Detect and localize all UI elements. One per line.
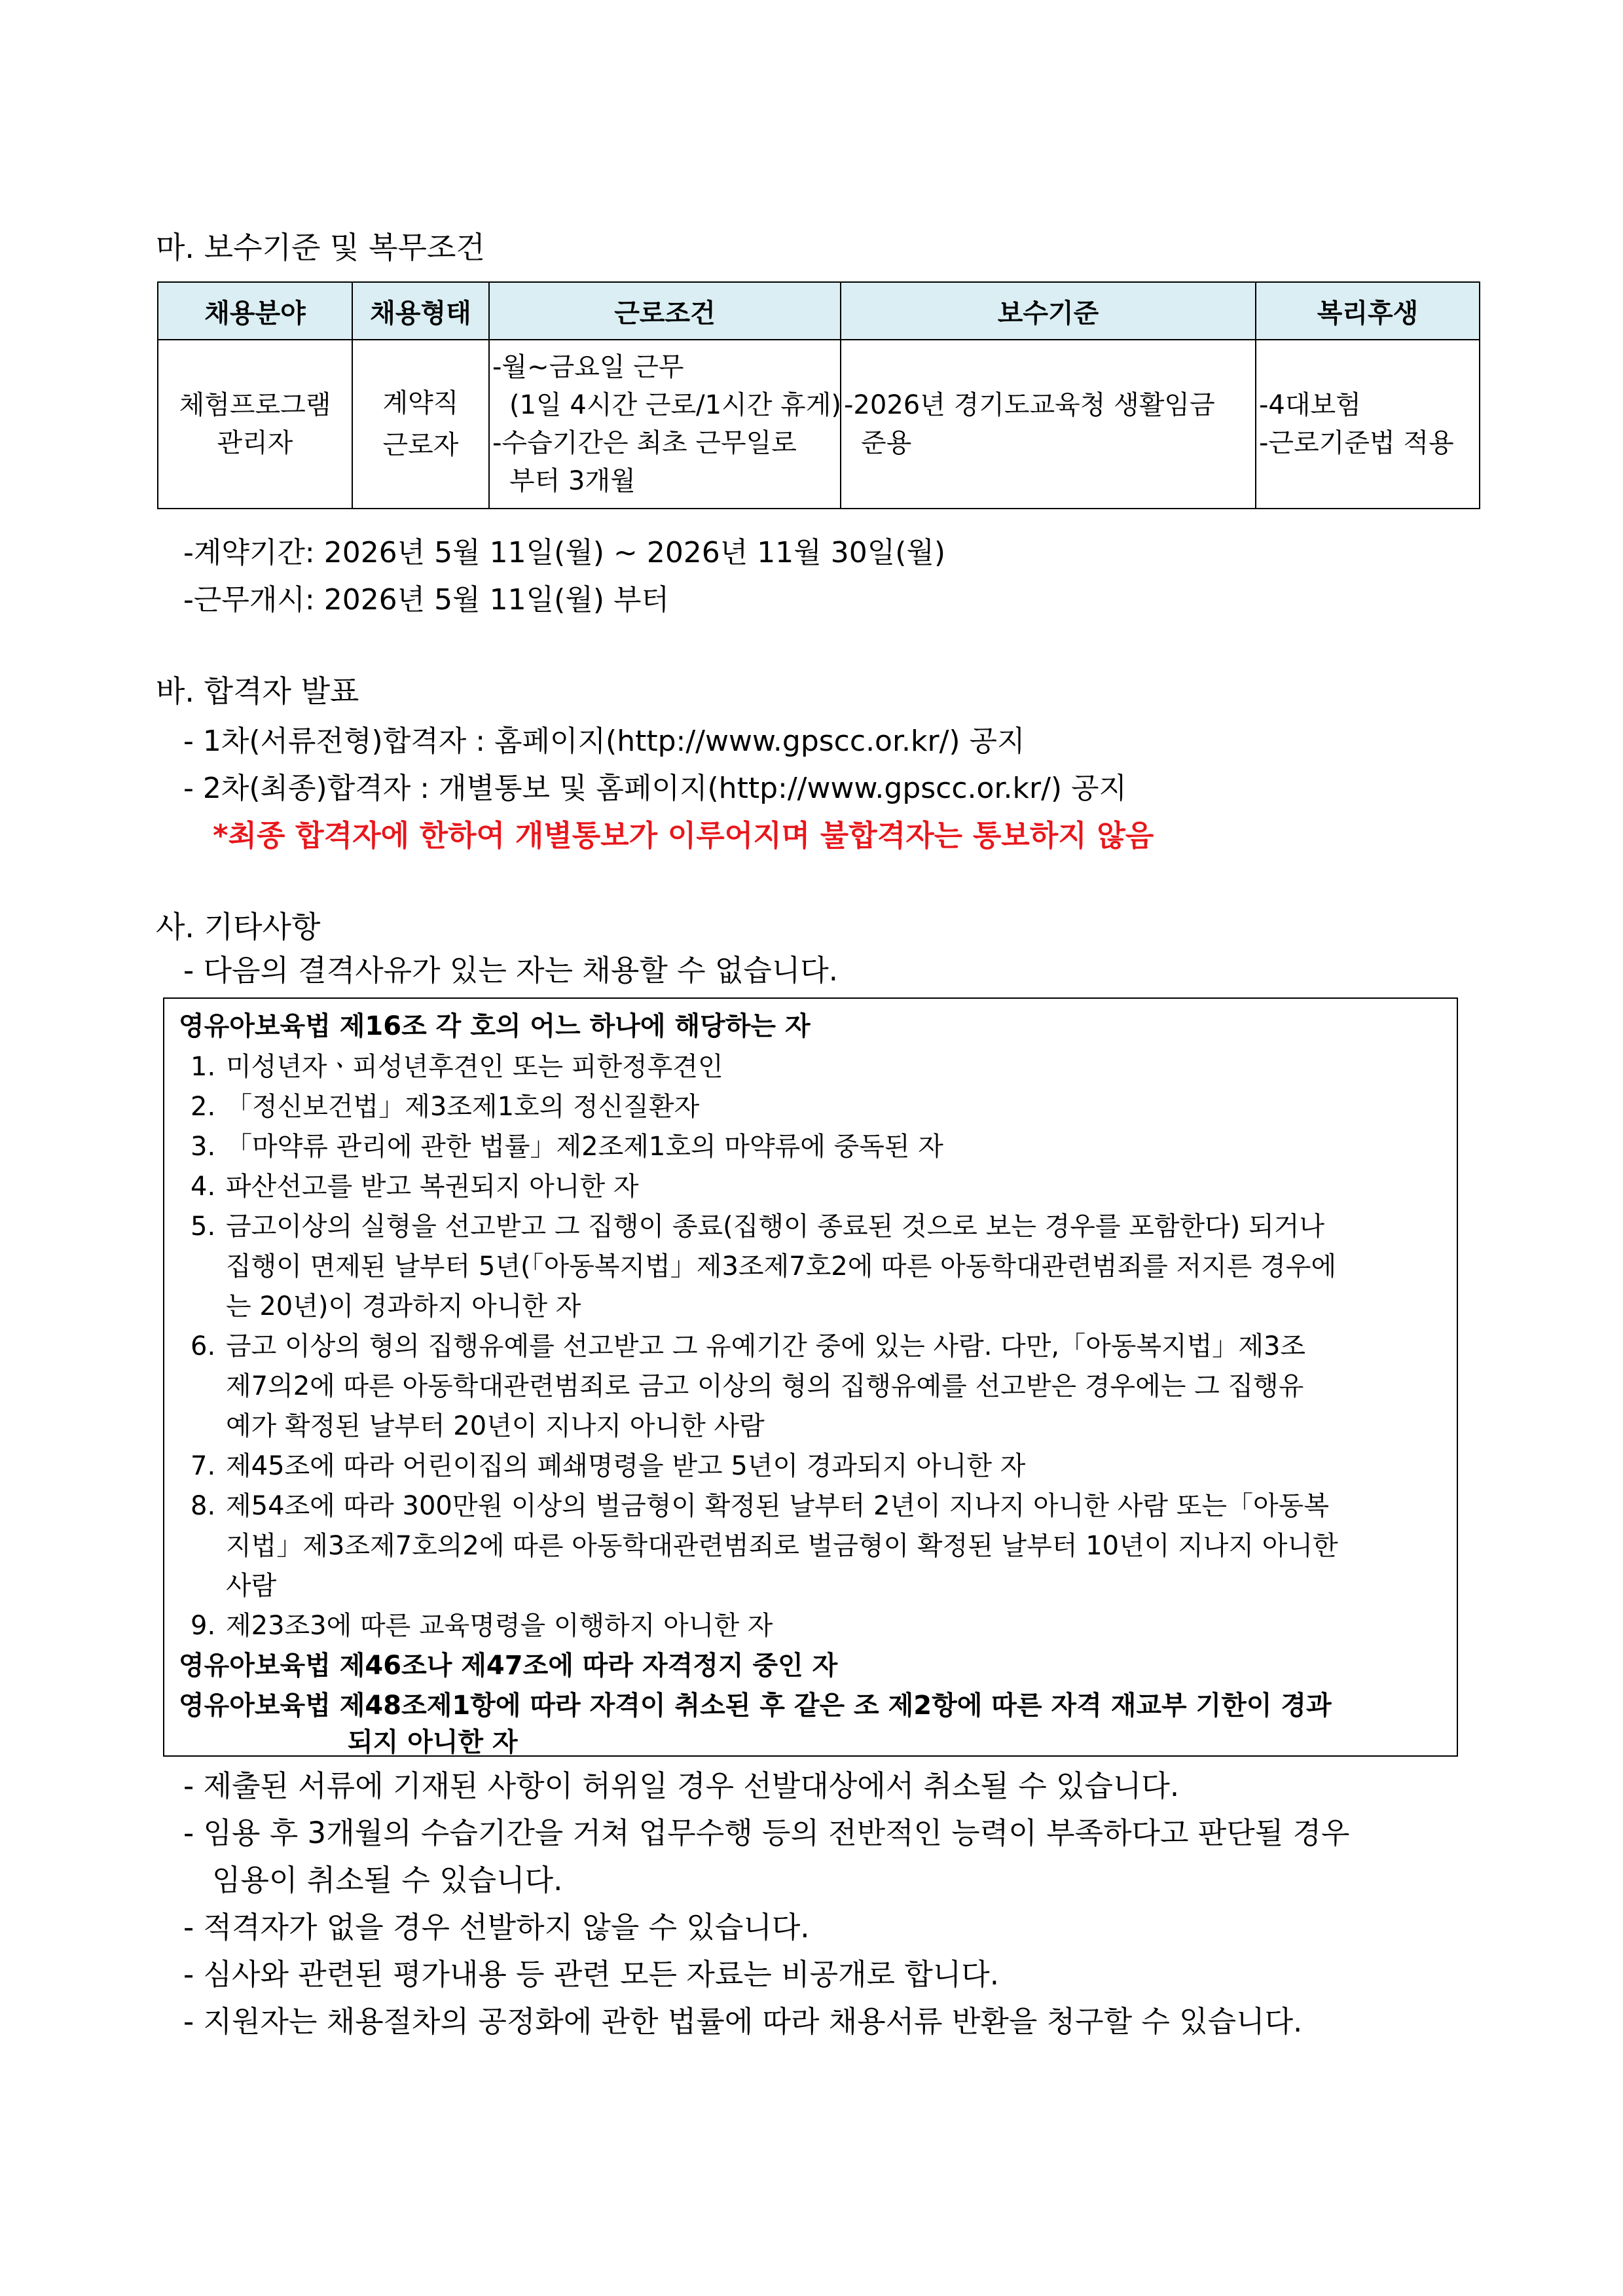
- disqualification-box: [163, 997, 1458, 1757]
- note-item: - 심사와 관련된 평가내용 등 관련 모든 자료는 비공개로 합니다.: [183, 1957, 1000, 1992]
- cell-line: 계약직: [382, 388, 459, 418]
- second-round-notice: - 2차(최종)합격자 : 개별통보 및 홈페이지(http://www.gpscc.or.kr/) 공지: [183, 772, 1127, 805]
- item-number: 2.: [191, 1092, 216, 1122]
- item-text-continued: 지법」제3조제7호의2에 따른 아동학대관련범죄로 벌금형이 확정된 날부터 10년이 지나지 아니한: [226, 1531, 1338, 1561]
- contract-period: -계약기간: 2026년 5월 11일(월) ~ 2026년 11월 30일(월): [183, 536, 946, 569]
- list-item: [191, 1126, 943, 1163]
- cell-line: 관리자: [217, 428, 293, 458]
- first-round-notice: - 1차(서류전형)합격자 : 홈페이지(http://www.gpscc.or.kr/) 공지: [183, 725, 1025, 758]
- item-text: 「마약류 관리에 관한 법률」제2조제1호의 마약류에 중독된 자: [226, 1132, 943, 1162]
- item-text: 제54조에 따라 300만원 이상의 벌금형이 확정된 날부터 2년이 지나지 아니한 사람 또는「아동복: [226, 1491, 1329, 1521]
- item-number: 9.: [191, 1611, 216, 1641]
- box-bold-line-continued: 되지 아니한 자: [348, 1727, 518, 1757]
- header-type: 채용형태: [352, 282, 489, 340]
- disqualification-intro: - 다음의 결격사유가 있는 자는 채용할 수 없습니다.: [183, 953, 839, 988]
- header-field: 채용분야: [158, 282, 352, 340]
- item-number: 3.: [191, 1132, 216, 1162]
- item-text-continued: 사람: [226, 1571, 277, 1601]
- cell-conditions: [489, 340, 841, 509]
- item-text: 제23조3에 따른 교육명령을 이행하지 아니한 자: [226, 1611, 773, 1641]
- item-number: 8.: [191, 1491, 216, 1521]
- cell-line: 근로자: [382, 430, 459, 460]
- item-number: 6.: [191, 1331, 216, 1361]
- work-start: -근무개시: 2026년 5월 11일(월) 부터: [183, 583, 669, 617]
- item-text: 「정신보건법」제3조제1호의 정신질환자: [226, 1092, 700, 1122]
- table-header-row: [158, 282, 1480, 340]
- note-item: - 지원자는 채용절차의 공정화에 관한 법률에 따라 채용서류 반환을 청구할 수 있습니다.: [183, 2004, 1303, 2039]
- header-pay: 보수기준: [841, 282, 1256, 340]
- cell-line: -수습기간은 최초 근무일로: [492, 428, 797, 458]
- list-item: [191, 1166, 638, 1203]
- header-welfare: 복리후생: [1256, 282, 1480, 340]
- box-bold-line: 영유아보육법 제46조나 제47조에 따라 자격정지 중인 자: [179, 1651, 838, 1681]
- item-text-continued: 제7의2에 따른 아동학대관련범죄로 금고 이상의 형의 집행유예를 선고받은 경우에는 그 집행유: [226, 1371, 1304, 1401]
- list-item: [191, 1206, 1324, 1243]
- item-text-continued: 예가 확정된 날부터 20년이 지나지 아니한 사람: [226, 1411, 765, 1441]
- note-item: - 임용 후 3개월의 수습기간을 거쳐 업무수행 등의 전반적인 능력이 부족하다고 판단될 경우: [183, 1816, 1350, 1850]
- cell-field: [158, 340, 352, 509]
- cell-line: 체험프로그램: [179, 390, 331, 420]
- list-item: [191, 1485, 1329, 1522]
- section-heading-results: 바. 합격자 발표: [156, 673, 359, 709]
- cell-line: -근로기준법 적용: [1259, 428, 1454, 458]
- cell-line: (1일 4시간 근로/1시간 휴게): [509, 390, 841, 420]
- item-text: 파산선고를 받고 복권되지 아니한 자: [226, 1172, 639, 1202]
- item-number: 4.: [191, 1172, 216, 1202]
- item-text: 금고이상의 실형을 선고받고 그 집행이 종료(집행이 종료된 것으로 보는 경우를 포함한다) 되거나: [226, 1211, 1325, 1242]
- item-number: 5.: [191, 1211, 216, 1242]
- pay-conditions-table: [157, 281, 1480, 509]
- note-item-continued: 임용이 취소될 수 있습니다.: [212, 1863, 563, 1897]
- box-title: 영유아보육법 제16조 각 호의 어느 하나에 해당하는 자: [179, 1011, 811, 1041]
- cell-line: -4대보험: [1259, 390, 1361, 420]
- cell-welfare: [1256, 340, 1480, 509]
- list-item: [191, 1086, 699, 1123]
- item-number: 1.: [191, 1052, 216, 1082]
- cell-line: 준용: [861, 428, 912, 458]
- note-item: - 제출된 서류에 기재된 사항이 허위일 경우 선발대상에서 취소될 수 있습니다.: [183, 1768, 1180, 1803]
- cell-line: -2026년 경기도교육청 생활임금: [844, 390, 1215, 420]
- final-notice-warning: *최종 합격자에 한하여 개별통보가 이루어지며 불합격자는 통보하지 않음: [213, 818, 1154, 853]
- box-bold-line: 영유아보육법 제48조제1항에 따라 자격이 취소된 후 같은 조 제2항에 따른 자격 재교부 기한이 경과: [179, 1691, 1332, 1721]
- item-text-continued: 집행이 면제된 날부터 5년(「아동복지법」제3조제7호2에 따른 아동학대관련범죄를 저지른 경우에: [226, 1251, 1337, 1282]
- section-heading-pay: 마. 보수기준 및 복무조건: [156, 230, 485, 265]
- note-item: - 적격자가 없을 경우 선발하지 않을 수 있습니다.: [183, 1910, 810, 1945]
- cell-line: 부터 3개월: [509, 466, 636, 496]
- item-number: 7.: [191, 1451, 216, 1481]
- section-heading-other: 사. 기타사항: [156, 909, 321, 944]
- header-conditions: 근로조건: [489, 282, 841, 340]
- cell-type: [352, 340, 489, 509]
- list-item: [191, 1325, 1305, 1363]
- item-text: 미성년자ㆍ피성년후견인 또는 피한정후견인: [226, 1052, 723, 1082]
- item-text-continued: 는 20년)이 경과하지 아니한 자: [226, 1291, 581, 1321]
- table-row: [158, 340, 1480, 509]
- list-item: [191, 1046, 723, 1083]
- item-text: 제45조에 따라 어린이집의 폐쇄명령을 받고 5년이 경과되지 아니한 자: [226, 1451, 1026, 1481]
- list-item: [191, 1445, 1025, 1482]
- item-text: 금고 이상의 형의 집행유예를 선고받고 그 유예기간 중에 있는 사람. 다만,「아동복지법」제3조: [226, 1331, 1306, 1361]
- list-item: [191, 1605, 773, 1642]
- cell-pay: [841, 340, 1256, 509]
- cell-line: -월~금요일 근무: [492, 352, 684, 382]
